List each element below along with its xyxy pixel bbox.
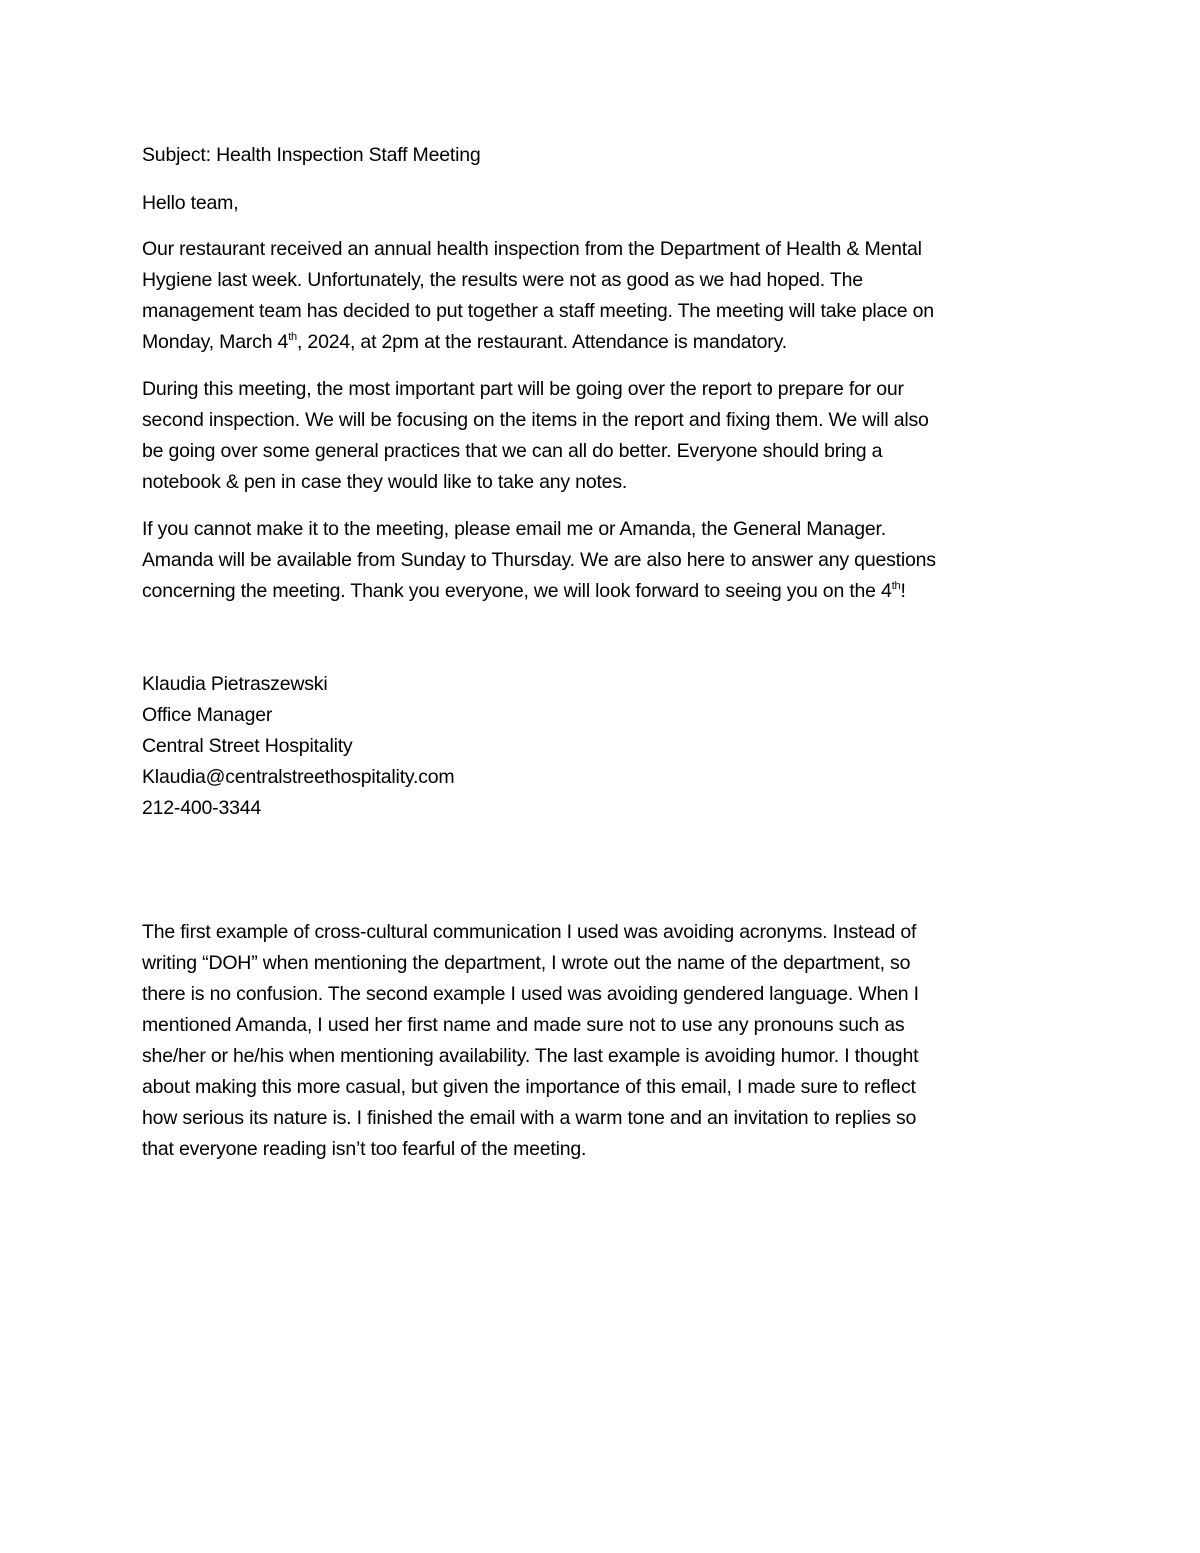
paragraph-line: Hygiene last week. Unfortunately, the results were not as good as we had hoped. The	[142, 269, 863, 291]
ordinal-suffix: th	[891, 579, 901, 592]
paragraph-line: The first example of cross-cultural communication I used was avoiding acronyms. Instead of	[142, 921, 917, 943]
email-signature	[142, 669, 1072, 824]
paragraph-line: mentioned Amanda, I used her first name and made sure not to use any pronouns such as	[142, 1014, 905, 1036]
paragraph-line: writing “DOH” when mentioning the department, I wrote out the name of the department, so	[142, 952, 911, 974]
text-segment: , 2024, at 2pm at the restaurant. Attendance is mandatory.	[296, 331, 787, 353]
paragraph-line: Our restaurant received an annual health inspection from the Department of Health & Mental	[142, 238, 922, 260]
greeting-line: Hello team,	[142, 192, 239, 214]
paragraph-line: Amanda will be available from Sunday to Thursday. We are also here to answer any questions	[142, 549, 936, 571]
paragraph-line	[142, 327, 1072, 358]
signature-name: Klaudia Pietraszewski	[142, 673, 328, 695]
text-segment: concerning the meeting. Thank you everyone, we will look forward to seeing you on the 4	[142, 580, 892, 602]
paragraph-line: If you cannot make it to the meeting, please email me or Amanda, the General Manager.	[142, 518, 886, 540]
paragraph-line: notebook & pen in case they would like to take any notes.	[142, 471, 628, 493]
paragraph-line: she/her or he/his when mentioning availability. The last example is avoiding humor. I thought	[142, 1045, 919, 1067]
paragraph-line: second inspection. We will be focusing on the items in the report and fixing them. We will also	[142, 409, 929, 431]
reflection-paragraph	[142, 917, 1072, 1165]
paragraph-line: about making this more casual, but given the importance of this email, I made sure to reflect	[142, 1076, 916, 1098]
signature-phone: 212-400-3344	[142, 797, 262, 819]
paragraph-line: that everyone reading isn’t too fearful of the meeting.	[142, 1138, 587, 1160]
email-greeting	[142, 188, 1072, 219]
signature-email: Klaudia@centralstreethospitality.com	[142, 766, 455, 788]
paragraph-line: During this meeting, the most important part will be going over the report to prepare for our	[142, 378, 904, 400]
text-segment: !	[900, 580, 906, 602]
ordinal-suffix: th	[288, 330, 297, 343]
email-paragraph-announcement	[142, 234, 1072, 358]
paragraph-line: management team has decided to put together a staff meeting. The meeting will take place on	[142, 300, 934, 322]
text-segment: Monday, March 4	[142, 331, 289, 353]
paragraph-line: there is no confusion. The second example I used was avoiding gendered language. When I	[142, 983, 919, 1005]
signature-title: Office Manager	[142, 704, 273, 726]
email-subject	[142, 140, 1072, 171]
email-paragraph-agenda	[142, 374, 1072, 498]
email-paragraph-closing	[142, 514, 1072, 607]
signature-company: Central Street Hospitality	[142, 735, 353, 757]
paragraph-line	[142, 576, 1072, 607]
subject-line: Subject: Health Inspection Staff Meeting	[142, 144, 481, 166]
paragraph-line: be going over some general practices that we can all do better. Everyone should bring a	[142, 440, 883, 462]
paragraph-line: how serious its nature is. I finished the email with a warm tone and an invitation to replies so	[142, 1107, 917, 1129]
